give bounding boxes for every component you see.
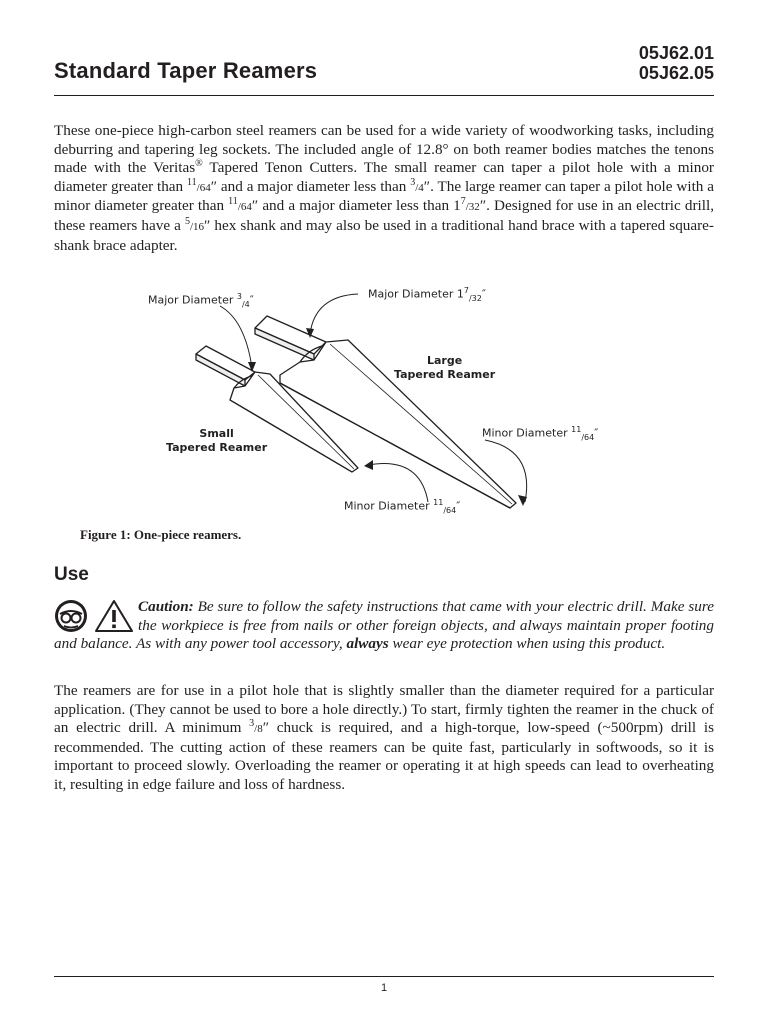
page-header [54, 40, 714, 94]
label-small-major-diameter: Major Diameter $^3_{/4}$″ [148, 292, 254, 309]
page-number: 1 [380, 982, 388, 994]
reamers-figure [130, 280, 650, 520]
eye-protection-icon [54, 599, 90, 633]
section-title-use: Use [54, 564, 89, 585]
label-large-major-diameter: Major Diameter $1^7_{/32}''$ [368, 286, 486, 303]
caution-always: always [346, 635, 389, 653]
caution-paragraph: Caution: Be sure to follow the safety instructions that came with your electric drill. Make sure the workpiece is free from nails or other foreign objects, and always maintain proper footing and balance. As with any power tool accessory, always wear eye protection when using this product. [54, 598, 714, 653]
caution-label: Caution: [138, 598, 194, 615]
use-paragraph: The reamers are for use in a pilot hole that is slightly smaller than the diameter required for a particular application. (They cannot be used to bore a hole directly.) To start, firmly tighten the reamer in the chuck of an electric drill. A minimum $^3$/8″ chuck is required, and a high-torque, low-speed (~500rpm) drill is recommended. The cutting action of these reamers can be quite fast, particularly in softwoods, so it is important to proceed slowly. Overloading the reamer or operating it at high speeds can lead to overheating it, resulting in edge failure and loss of hardness. [54, 682, 714, 793]
leader-large-major [310, 294, 358, 334]
label-small-tapered-reamer: Small Tapered Reamer [166, 427, 268, 454]
reamers-illustration [130, 280, 650, 520]
header-rule [54, 95, 714, 96]
leader-minor-small [368, 464, 428, 502]
arrowhead-minor-small [364, 460, 373, 470]
product-code-1: 05J62.01 [638, 43, 714, 63]
product-code-2: 05J62.05 [638, 63, 714, 83]
page-title: Standard Taper Reamers [54, 58, 318, 83]
footer-rule [54, 976, 714, 977]
warning-icon [94, 599, 134, 633]
label-minor-diameter-small: Minor Diameter $^{11}_{/64}$″ [344, 498, 461, 515]
registered-mark: ® [195, 158, 203, 170]
label-large-tapered-reamer: Large Tapered Reamer [394, 354, 496, 381]
product-codes [639, 43, 714, 83]
figure-caption: Figure 1: One-piece reamers. [80, 527, 242, 542]
intro-paragraph: These one-piece high-carbon steel reamers can be used for a wide variety of woodworking tasks, including deburring and tapering leg sockets. The included angle of 12.8° on both reamer bodies matches the tenons made with the Veritas® Tapered Tenon Cutters. The small reamer can taper a pilot hole with a minor diameter greater than $^{11}$/64″ and a major diameter less than $^3$/4″. The large reamer can taper a pilot hole with a minor diameter greater than $^{11}$/64″ and a major diameter less than $1^7/32''$. Designed for use in an electric drill, these reamers have a $^5$/16″ hex shank and may also be used in a traditional hand brace with a tapered square-shank brace adapter. [54, 122, 714, 254]
caution-icons [54, 598, 136, 634]
label-minor-diameter-large: Minor Diameter $^{11}_{/64}$″ [482, 425, 599, 442]
